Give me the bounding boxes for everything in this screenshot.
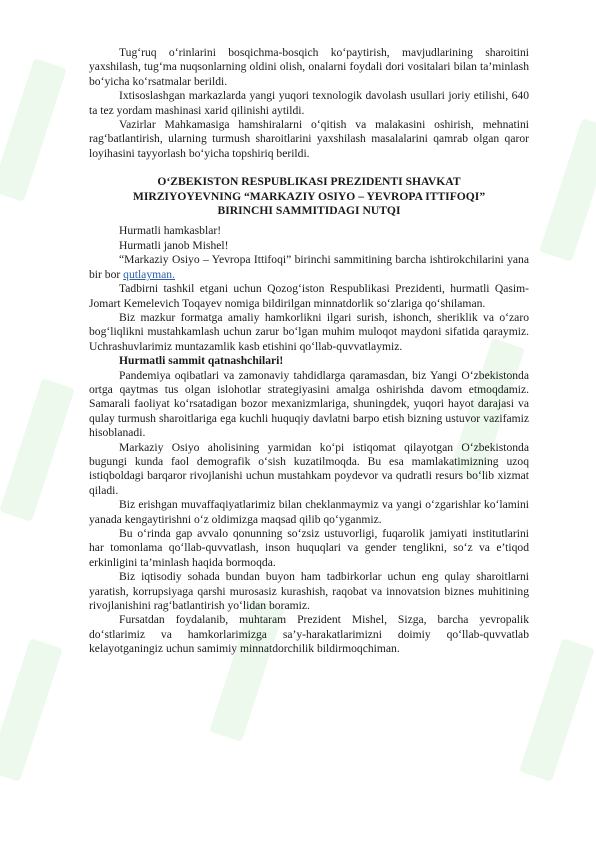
intro-paragraph: [89, 253, 529, 282]
paragraph: Biz iqtisodiy sohada bundan buyon ham tadbirkorlar uchun eng qulay sharoitlarni yaratish, korrupsiyaga qarshi murosasiz kurashish, raqobat va innovatsion biznes muhitining rivojlanishini rag‘batlantirish yo‘lidan boramiz.: [89, 570, 529, 613]
paragraph: Bu o‘rinda gap avvalo qonunning so‘zsiz ustuvorligi, fuqarolik jamiyati institutlarini har tomonlama qo‘llab-quvvatlash, inson huquqlari va gender tenglikni, so‘z va e’tiqod erkinligini ta’minlash haqida bormoqda.: [89, 527, 529, 569]
paragraph: Biz erishgan muvaffaqiyatlarimiz bilan cheklanmaymiz va yangi o‘zgarishlar ko‘lamini yanada kengaytirishni o‘z oldimizga maqsad qilib qo‘yganmiz.: [89, 498, 529, 526]
bold-greeting: Hurmatli sammit qatnashchilari!: [119, 354, 284, 368]
paragraph: Vazirlar Mahkamasiga hamshiralarni o‘qitish va malakasini oshirish, mehnatini rag‘batlantirish, ularning turmush sharoitlarini yaxshilash masalalarini qamrab olgan qaror loyihasini tayyorlash bo‘yicha topshiriq berildi.: [89, 118, 529, 160]
document-page: [89, 46, 529, 657]
speech-title: [89, 175, 529, 218]
speech-title-line: MIRZIYOYEVNING “MARKAZIY OSIYO – YEVROPA ITTIFOQI”: [132, 189, 486, 203]
intro-text: “Markaziy Osiyo – Yevropa Ittifoqi” birinchi sammitining barcha ishtirokchilarini yana bir bor: [89, 253, 529, 281]
paragraph: Tadbirni tashkil etgani uchun Qozog‘iston Respublikasi Prezidenti, hurmatli Qasim-Jomart Kemelevich Toqayev nomiga bildirilgan minnatdorlik so‘zlariga qo‘shilaman.: [89, 282, 529, 310]
speech-title-line: BIRINCHI SAMMITIDAGI NUTQI: [217, 204, 401, 218]
greeting: Hurmatli hamkasblar!: [119, 224, 222, 238]
speech-title-line: O‘ZBEKISTON RESPUBLIKASI PREZIDENTI SHAVKAT: [157, 175, 461, 189]
paragraph: Biz mazkur formatga amaliy hamkorlikni ilgari surish, ishonch, sheriklik va o‘zaro bog‘liqlikni mustahkamlash uchun zarur bo‘lgan muhim muloqot maydoni sifatida qaraymiz. Uchrashuvlarimiz muntazamlik kasb etishini qo‘llab-quvvatlaymiz.: [89, 310, 529, 353]
paragraph: Fursatdan foydalanib, muhtaram Prezident Mishel, Sizga, barcha yevropalik do‘stlarimiz va hamkorlarimizga sa’y-harakatlarimizni doimiy qo‘llab-quvvatlab kelayotganingiz uchun samimiy minnatdorchilik bildirmoqchiman.: [89, 613, 529, 656]
paragraph: Pandemiya oqibatlari va zamonaviy tahdidlarga qaramasdan, biz Yangi O‘zbekistonda ortga qaytmas tus olgan islohotlar strategiyasini amalga oshirishda davom etmoqdamiz. Samarali faoliyat ko‘rsatadigan bozor mexanizmlariga, shuningdek, yuqori hayot darajasi va qulay turmush sharoitlariga ega kuchli huquqiy davlatni barpo etish bizning ustuvor vazifamiz hisoblanadi.: [89, 368, 529, 440]
paragraph: Ixtisoslashgan markazlarda yangi yuqori texnologik davolash usullari joriy etilishi, 640 ta tez yordam mashinasi xarid qilinishi aytildi.: [89, 89, 529, 117]
paragraph: Markaziy Osiyo aholisining yarmidan ko‘pi istiqomat qilayotgan O‘zbekistonda bugungi kunda faol demografik o‘sish kuzatilmoqda. Bu esa mamlakatimizning uzoq istiqboldagi barqaror rivojlanishi uchun mustahkam poydevor va qudratli resurs bo‘lib xizmat qiladi.: [89, 440, 529, 497]
paragraph: Tug‘ruq o‘rinlarini bosqichma-bosqich ko‘paytirish, mavjudlarining sharoitini yaxshilash, tug‘ma nuqsonlarning oldini olish, onalarni foydali dori vositalari bilan ta’minlash bo‘yicha ko‘rsatmalar berildi.: [89, 46, 529, 88]
intro-link[interactable]: qutlayman.: [123, 267, 175, 281]
greeting: Hurmatli janob Mishel!: [119, 238, 229, 252]
